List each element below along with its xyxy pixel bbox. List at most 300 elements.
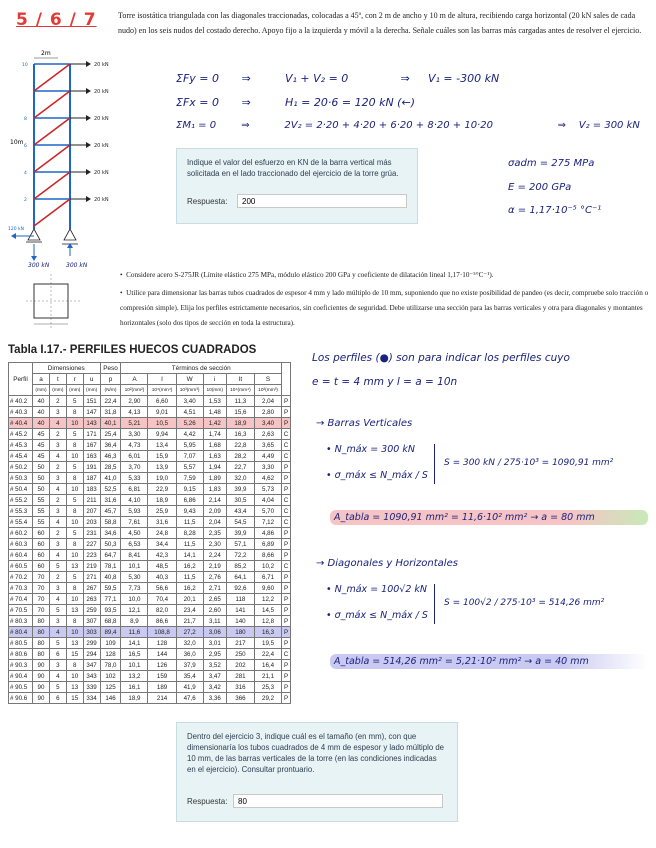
table-cell: 2,04 — [255, 396, 282, 407]
table-cell: 64,1 — [226, 572, 254, 583]
table-cell: 6,89 — [255, 539, 282, 550]
table-cell: 28,2 — [226, 451, 254, 462]
bullet-icon: • — [120, 271, 127, 279]
table-cell: # 90.4 — [9, 671, 33, 682]
table-cell: # 90.3 — [9, 660, 33, 671]
table-cell: 16,5 — [121, 649, 148, 660]
implies-arrow: ⇒ — [241, 72, 251, 85]
diagonal-nmax: • N_máx = 100√2 kN — [326, 584, 428, 595]
material-note: α = 1,17·10⁻⁵ °C⁻¹ — [508, 205, 602, 216]
vertical-result: A_tabla = 1090,91 mm² = 11,6·10² mm² → a = 80 mm — [330, 510, 648, 525]
table-cell: # 60.5 — [9, 561, 33, 572]
table-cell: 2,19 — [203, 561, 226, 572]
table-cell: 15 — [66, 693, 83, 704]
table-cell: 5,33 — [121, 473, 148, 484]
table-cell: 25,9 — [148, 506, 176, 517]
table-cell: 27,2 — [176, 627, 203, 638]
table-cell: 343 — [83, 671, 100, 682]
height-mark: 10 — [22, 63, 28, 68]
table-unit: 10(mm) — [203, 385, 226, 396]
table-unit: 10⁴(mm⁴) — [226, 385, 254, 396]
table-cell: 6,53 — [121, 539, 148, 550]
table-cell: # 55.4 — [9, 517, 33, 528]
table-cell: 70 — [33, 605, 50, 616]
table-cell: 54,5 — [226, 517, 254, 528]
table-cell: 8,28 — [176, 528, 203, 539]
equation-lhs: ΣM₁ = 0 — [176, 120, 217, 131]
cross-section-sketch — [12, 270, 100, 330]
table-cell: 3 — [49, 583, 66, 594]
table-cell: 70 — [33, 572, 50, 583]
table-cell: 78,0 — [100, 660, 121, 671]
table-cell: 90 — [33, 693, 50, 704]
table-cell: 45 — [33, 429, 50, 440]
bullet-text: Utilice para dimensionar las barras tubos cuadrados de espesor 4 mm y lado múltiplo de 10 mm, suponiendo que no existe posibilidad de pandeo (es decir, compruebe solo tracción o compresión simple). Elija los perfiles estrictamente necesarios, sin coeficientes de seguridad. Debe utilizarse una sección para las barras verticales y otra para diagonales y montantes horizontales (solo dos tipos de sección en toda la estructura). — [120, 289, 649, 327]
table-cell: 55 — [33, 517, 50, 528]
table-row — [9, 473, 291, 484]
question-text: Indique el valor del esfuerzo en KN de la barra vertical más solicitada en el lado traccionado del ejercicio de la torre grúa. — [187, 158, 399, 178]
table-cell: # 60.3 — [9, 539, 33, 550]
table-cell: 1,74 — [203, 429, 226, 440]
table-row — [9, 671, 291, 682]
table-cell: 7,59 — [176, 473, 203, 484]
table-cell: C — [282, 561, 291, 572]
table-cell: 12,8 — [255, 616, 282, 627]
table-cell: 16,1 — [121, 682, 148, 693]
table-cell: 140 — [226, 616, 254, 627]
vertical-sigma: • σ_máx ≤ N_máx / S — [326, 470, 428, 481]
table-cell: 4,42 — [176, 429, 203, 440]
reaction-right-label: 300 kN — [66, 262, 88, 269]
table-cell: 5,95 — [176, 440, 203, 451]
table-cell: 50 — [33, 473, 50, 484]
table-header — [282, 363, 291, 396]
table-cell: 68,8 — [100, 616, 121, 627]
table-cell: P — [282, 407, 291, 418]
answer-input[interactable] — [233, 794, 443, 808]
diagonal-sigma: • σ_máx ≤ N_máx / S — [326, 610, 428, 621]
table-cell: 90 — [33, 660, 50, 671]
table-cell: C — [282, 506, 291, 517]
table-cell: 4 — [49, 671, 66, 682]
table-cell: 21,7 — [176, 616, 203, 627]
table-cell: P — [282, 396, 291, 407]
table-cell: 40 — [33, 407, 50, 418]
table-cell: 187 — [83, 473, 100, 484]
table-cell: 9,01 — [148, 407, 176, 418]
table-units-row — [9, 385, 291, 396]
table-cell: 4,10 — [121, 495, 148, 506]
table-cell: 203 — [83, 517, 100, 528]
implies-arrow: ⇒ — [241, 120, 250, 131]
equation-row — [176, 120, 656, 131]
table-cell: 25,3 — [255, 682, 282, 693]
table-cell: 22,8 — [226, 440, 254, 451]
question-card-1 — [176, 148, 418, 224]
vertical-nmax: • N_máx = 300 kN — [326, 444, 415, 455]
table-cell: 102 — [100, 671, 121, 682]
table-cell: 90 — [33, 671, 50, 682]
table-cell: 128 — [100, 649, 121, 660]
equation-mid: V₁ + V₂ = 0 — [285, 72, 349, 85]
table-cell: 45 — [33, 451, 50, 462]
table-cell: 1,63 — [203, 451, 226, 462]
vertical-divider — [434, 444, 435, 484]
table-group-header-row — [9, 363, 291, 374]
grade-mark: 5 / 6 / 7 — [16, 10, 97, 30]
table-row — [9, 429, 291, 440]
equation-lhs: ΣFx = 0 — [176, 96, 219, 109]
table-cell: 263 — [83, 594, 100, 605]
table-cell: 5 — [66, 462, 83, 473]
table-cell: 80 — [33, 627, 50, 638]
table-cell: 10,5 — [148, 418, 176, 429]
table-cell: 2 — [49, 462, 66, 473]
table-cell: 141 — [226, 605, 254, 616]
table-cell: 3,40 — [176, 396, 203, 407]
table-cell: 6 — [49, 693, 66, 704]
section-diagonal-heading: → Diagonales y Horizontales — [316, 558, 458, 569]
table-cell: P — [282, 528, 291, 539]
table-unit: 10³(mm³) — [255, 385, 282, 396]
table-cell: 7,12 — [255, 517, 282, 528]
table-cell: 5 — [49, 561, 66, 572]
table-cell: 2,24 — [203, 550, 226, 561]
table-cell: 4 — [49, 594, 66, 605]
table-cell: 13,9 — [148, 462, 176, 473]
table-cell: 85,2 — [226, 561, 254, 572]
table-cell: 5,26 — [176, 418, 203, 429]
table-cell: 30,5 — [226, 495, 254, 506]
table-cell: 3,30 — [255, 462, 282, 473]
table-unit: 10²(mm²) — [121, 385, 148, 396]
table-cell: 191 — [83, 462, 100, 473]
equation-mid: H₁ = 20·6 = 120 kN (←) — [285, 96, 415, 109]
table-unit: (mm) — [49, 385, 66, 396]
table-cell: C — [282, 440, 291, 451]
height-mark: 6 — [24, 144, 27, 149]
table-cell: 7,73 — [121, 583, 148, 594]
table-cell: 11,5 — [176, 539, 203, 550]
table-cell: 128 — [148, 638, 176, 649]
table-cell: 13,4 — [148, 440, 176, 451]
bullet-text: Considere acero S-275JR (Límite elástico 275 MPa, módulo elástico 200 GPa y coeficiente de dilatación lineal 1,17·10⁻⁵°C⁻¹). — [126, 271, 494, 279]
equation-mid: 2V₂ = 2·20 + 4·20 + 6·20 + 8·20 + 10·20 — [284, 120, 493, 131]
diagonal-divider — [434, 584, 435, 624]
problem-statement: Torre isostática triangulada con las diagonales traccionadas, colocadas a 45º, con 2 m de ancho y 10 m de altura, recibiendo carga horizontal (20 kN sales de cada nudo) en los seis nudos del costado derecho. Apoyo fijo a la izquierda y móvil a la derecha. Señale cuáles son las barras más cargadas antes de resolver el ejercicio. — [118, 11, 642, 35]
table-cell: 4 — [49, 418, 66, 429]
table-cell: 2,60 — [203, 605, 226, 616]
table-cell: 3,30 — [121, 429, 148, 440]
table-cell: 2 — [49, 528, 66, 539]
answer-input[interactable] — [237, 194, 407, 208]
table-cell: 10,1 — [121, 660, 148, 671]
table-cell: # 70.4 — [9, 594, 33, 605]
table-cell: 223 — [83, 550, 100, 561]
table-cell: 22,4 — [100, 396, 121, 407]
table-cell: 217 — [226, 638, 254, 649]
table-cell: 144 — [148, 649, 176, 660]
table-cell: 80 — [33, 638, 50, 649]
table-cell: 2,63 — [255, 429, 282, 440]
table-cell: 20,1 — [176, 594, 203, 605]
table-cell: 11,3 — [226, 396, 254, 407]
load-label: 20 kN — [94, 143, 109, 149]
material-note: E = 200 GPa — [508, 182, 572, 193]
implies-arrow: ⇒ — [400, 72, 410, 85]
height-label: 10m — [10, 139, 24, 146]
table-unit: (mm) — [66, 385, 83, 396]
table-cell: P — [282, 605, 291, 616]
table-header: i — [203, 374, 226, 385]
answer-label: Respuesta: — [187, 197, 228, 206]
table-cell: 5,30 — [121, 572, 148, 583]
table-cell: # 70.5 — [9, 605, 33, 616]
diagonal-area: S = 100√2 / 275·10³ = 514,26 mm² — [444, 598, 605, 608]
table-cell: 3 — [49, 440, 66, 451]
table-cell: 146 — [100, 693, 121, 704]
table-cell: 8 — [66, 539, 83, 550]
table-header: S — [255, 374, 282, 385]
table-row — [9, 451, 291, 462]
table-cell: 2 — [49, 572, 66, 583]
table-cell: 59,5 — [100, 583, 121, 594]
table-cell: 18,9 — [121, 693, 148, 704]
table-cell: # 50.4 — [9, 484, 33, 495]
table-cell: 9,15 — [176, 484, 203, 495]
table-cell: # 80.4 — [9, 627, 33, 638]
table-cell: 109 — [100, 638, 121, 649]
question-card-2 — [176, 722, 458, 822]
table-cell: 10,2 — [255, 561, 282, 572]
table-cell: 82,0 — [148, 605, 176, 616]
table-cell: 48,5 — [148, 561, 176, 572]
table-cell: 15,9 — [148, 451, 176, 462]
table-cell: P — [282, 473, 291, 484]
table-cell: P — [282, 418, 291, 429]
table-cell: 5 — [66, 572, 83, 583]
table-row — [9, 682, 291, 693]
table-cell: 3,06 — [203, 627, 226, 638]
table-header: Dimensiones — [33, 363, 101, 374]
table-cell: 143 — [83, 418, 100, 429]
vertical-area: S = 300 kN / 275·10³ = 1090,91 mm² — [444, 458, 614, 468]
profiles-table — [8, 362, 291, 704]
table-cell: 8,66 — [255, 550, 282, 561]
table-header: It — [226, 374, 254, 385]
bullet-item — [120, 268, 648, 283]
table-unit: (N/m) — [100, 385, 121, 396]
table-cell: 52,5 — [100, 484, 121, 495]
table-row — [9, 462, 291, 473]
table-cell: # 55.2 — [9, 495, 33, 506]
table-cell: 2,95 — [203, 649, 226, 660]
table-cell: 40,8 — [100, 572, 121, 583]
table-cell: 16,2 — [176, 561, 203, 572]
table-cell: 108,8 — [148, 627, 176, 638]
table-cell: 50 — [33, 462, 50, 473]
table-cell: 11,5 — [176, 517, 203, 528]
table-cell: # 90.6 — [9, 693, 33, 704]
equation-row — [176, 96, 646, 109]
table-row — [9, 572, 291, 583]
table-row — [9, 440, 291, 451]
table-cell: 1,53 — [203, 396, 226, 407]
table-cell: 227 — [83, 539, 100, 550]
table-cell: # 90.5 — [9, 682, 33, 693]
table-cell: 56,6 — [148, 583, 176, 594]
table-cell: 2,71 — [203, 583, 226, 594]
table-cell: 167 — [83, 440, 100, 451]
table-unit: 10⁴(mm⁴) — [148, 385, 176, 396]
table-row — [9, 506, 291, 517]
table-cell: 16,3 — [255, 627, 282, 638]
section-vertical-heading: → Barras Verticales — [316, 418, 413, 429]
table-cell: 4,49 — [255, 451, 282, 462]
table-cell: 7,07 — [176, 451, 203, 462]
table-cell: 13 — [66, 682, 83, 693]
answer-label: Respuesta: — [187, 797, 228, 806]
table-cell: 3 — [49, 660, 66, 671]
table-cell: 8 — [66, 407, 83, 418]
table-cell: 8 — [66, 660, 83, 671]
table-row — [9, 407, 291, 418]
table-row — [9, 396, 291, 407]
table-cell: # 70.3 — [9, 583, 33, 594]
table-cell: C — [282, 429, 291, 440]
table-cell: 10 — [66, 671, 83, 682]
table-header: Perfil — [9, 363, 33, 396]
table-cell: 5,70 — [255, 506, 282, 517]
table-row — [9, 561, 291, 572]
table-cell: P — [282, 682, 291, 693]
table-cell: 4 — [49, 451, 66, 462]
table-cell: 8 — [66, 473, 83, 484]
table-cell: 10 — [66, 550, 83, 561]
table-cell: 24,8 — [148, 528, 176, 539]
table-cell: # 40.3 — [9, 407, 33, 418]
table-cell: P — [282, 572, 291, 583]
table-cell: 8,9 — [121, 616, 148, 627]
table-cell: 41,0 — [100, 473, 121, 484]
table-cell: 34,4 — [148, 539, 176, 550]
table-cell: 163 — [83, 451, 100, 462]
table-cell: 4,73 — [121, 440, 148, 451]
table-cell: 36,4 — [100, 440, 121, 451]
table-cell: 2,65 — [203, 594, 226, 605]
table-cell: 3,70 — [121, 462, 148, 473]
table-cell: 366 — [226, 693, 254, 704]
width-label: 2m — [41, 50, 51, 57]
table-cell: 14,1 — [121, 638, 148, 649]
table-cell: 41,9 — [176, 682, 203, 693]
table-cell: 1,48 — [203, 407, 226, 418]
table-header: u — [83, 374, 100, 385]
table-cell: 6,86 — [176, 495, 203, 506]
table-cell: 281 — [226, 671, 254, 682]
table-cell: 8 — [66, 440, 83, 451]
table-cell: 3 — [49, 539, 66, 550]
table-cell: 2,90 — [121, 396, 148, 407]
table-cell: C — [282, 517, 291, 528]
table-cell: 207 — [83, 506, 100, 517]
table-cell: 214 — [148, 693, 176, 704]
table-cell: 60 — [33, 561, 50, 572]
table-cell: 2,30 — [203, 539, 226, 550]
table-cell: 5,73 — [255, 484, 282, 495]
table-cell: 64,7 — [100, 550, 121, 561]
table-cell: 4,04 — [255, 495, 282, 506]
table-cell: 19,0 — [148, 473, 176, 484]
table-cell: 15 — [66, 649, 83, 660]
table-header: p — [100, 374, 121, 385]
table-cell: 1,83 — [203, 484, 226, 495]
table-cell: 202 — [226, 660, 254, 671]
table-cell: 60 — [33, 539, 50, 550]
table-cell: 10,1 — [121, 561, 148, 572]
table-cell: # 60.4 — [9, 550, 33, 561]
table-cell: P — [282, 660, 291, 671]
table-cell: # 80.5 — [9, 638, 33, 649]
table-cell: 9,60 — [255, 583, 282, 594]
table-cell: # 40.2 — [9, 396, 33, 407]
table-cell: 39,9 — [226, 528, 254, 539]
table-cell: 147 — [83, 407, 100, 418]
table-cell: 11,5 — [176, 572, 203, 583]
material-note: σadm = 275 MPa — [508, 158, 595, 169]
table-cell: 2,80 — [255, 407, 282, 418]
table-cell: 5 — [49, 638, 66, 649]
table-cell: 93,5 — [100, 605, 121, 616]
table-cell: 3 — [49, 407, 66, 418]
table-cell: 23,4 — [176, 605, 203, 616]
table-cell: 259 — [83, 605, 100, 616]
table-cell: 3,11 — [203, 616, 226, 627]
table-cell: 13 — [66, 561, 83, 572]
table-header: A — [121, 374, 148, 385]
table-cell: 9,43 — [176, 506, 203, 517]
table-cell: 3,36 — [203, 693, 226, 704]
table-row — [9, 660, 291, 671]
table-cell: 78,1 — [100, 561, 121, 572]
implies-arrow: ⇒ — [241, 96, 251, 109]
table-cell: 2,09 — [203, 506, 226, 517]
table-cell: 6,01 — [121, 451, 148, 462]
table-cell: 1,94 — [203, 462, 226, 473]
table-cell: # 70.2 — [9, 572, 33, 583]
table-cell: 3,47 — [203, 671, 226, 682]
table-cell: 12,2 — [255, 594, 282, 605]
table-row — [9, 550, 291, 561]
table-cell: 271 — [83, 572, 100, 583]
table-cell: 2,35 — [203, 528, 226, 539]
table-cell: 16,3 — [226, 429, 254, 440]
load-label: 20 kN — [94, 116, 109, 122]
table-cell: 250 — [226, 649, 254, 660]
table-cell: 267 — [83, 583, 100, 594]
table-cell: 55 — [33, 506, 50, 517]
table-cell: 2,14 — [203, 495, 226, 506]
table-row — [9, 649, 291, 660]
diagonal-result: A_tabla = 514,26 mm² = 5,21·10² mm² → a = 40 mm — [330, 654, 648, 669]
load-label: 20 kN — [94, 89, 109, 95]
tower-figure — [8, 44, 144, 262]
table-cell: 19,5 — [255, 638, 282, 649]
note-intro — [312, 352, 652, 364]
table-cell: 8 — [66, 506, 83, 517]
table-unit: (mm) — [33, 385, 50, 396]
table-cell: 6 — [49, 649, 66, 660]
